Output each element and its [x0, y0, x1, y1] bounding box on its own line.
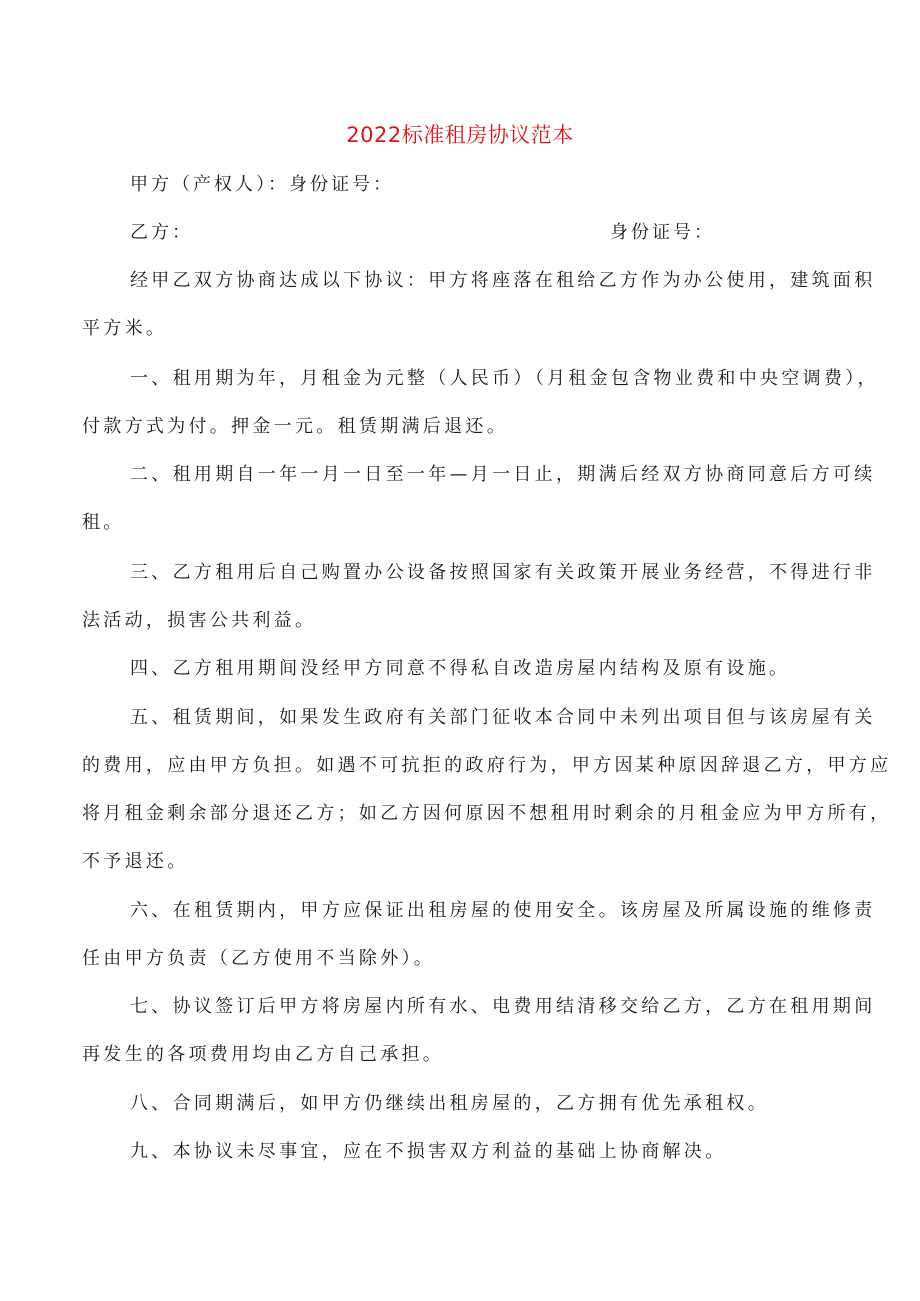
clause-1	[82, 366, 879, 440]
clause-4	[82, 656, 842, 682]
clause-line: 五、租赁期间，如果发生政府有关部门征收本合同中未列出项目但与该房屋有关	[130, 707, 876, 728]
clause-line: 付款方式为付。押金一元。租赁期满后退还。	[82, 416, 508, 437]
clause-intro	[82, 268, 876, 342]
clause-7	[82, 994, 876, 1068]
clause-line: 四、乙方租用期间没经甲方同意不得私自改造房屋内结构及原有设施。	[130, 658, 791, 679]
clause-2	[82, 462, 876, 536]
clause-line: 将月租金剩余部分退还乙方；如乙方因何原因不想租用时剩余的月租金应为甲方所有，	[82, 803, 892, 824]
clause-line: 的费用，应由甲方负担。如遇不可抗拒的政府行为，甲方因某种原因辞退乙方，甲方应	[82, 755, 892, 776]
clause-line: 九、本协议未尽事宜，应在不损害双方利益的基础上协商解决。	[130, 1141, 727, 1162]
clause-line: 租。	[82, 512, 125, 533]
clause-line: 任由甲方负责（乙方使用不当除外）。	[82, 948, 436, 969]
clause-line: 法活动，损害公共利益。	[82, 610, 317, 631]
clause-line: 一、租用期为年，月租金为元整（人民币）（月租金包含物业费和中央空调费），	[130, 368, 879, 389]
clause-line: 经甲乙双方协商达成以下协议：甲方将座落在租给乙方作为办公使用，建筑面积	[130, 270, 876, 291]
party-a-line: 甲方（产权人）：身份证号：	[130, 174, 394, 195]
clause-line: 平方米。	[82, 318, 168, 339]
clause-9	[82, 1139, 842, 1165]
clause-3	[82, 560, 876, 634]
clause-line: 八、合同期满后，如甲方仍继续出租房屋的，乙方拥有优先承租权。	[130, 1093, 769, 1114]
party-b-id-label: 身份证号：	[610, 222, 715, 243]
clause-8	[82, 1091, 842, 1117]
clause-line: 六、在租赁期内，甲方应保证出租房屋的使用安全。该房屋及所属设施的维修责	[130, 900, 876, 921]
clause-5	[82, 705, 892, 875]
clause-line: 三、乙方租用后自己购置办公设备按照国家有关政策开展业务经营，不得进行非	[130, 562, 876, 583]
party-b-label: 乙方：	[130, 222, 193, 243]
clause-line: 不予退还。	[82, 851, 189, 872]
clause-6	[82, 898, 876, 972]
clause-line: 二、租用期自一年一月一日至一年—月一日止，期满后经双方协商同意后方可续	[130, 464, 876, 485]
document-title: 2022标准租房协议范本	[346, 123, 574, 147]
clause-line: 再发生的各项费用均由乙方自己承担。	[82, 1044, 445, 1065]
clause-line: 七、协议签订后甲方将房屋内所有水、电费用结清移交给乙方，乙方在租用期间	[130, 996, 876, 1017]
